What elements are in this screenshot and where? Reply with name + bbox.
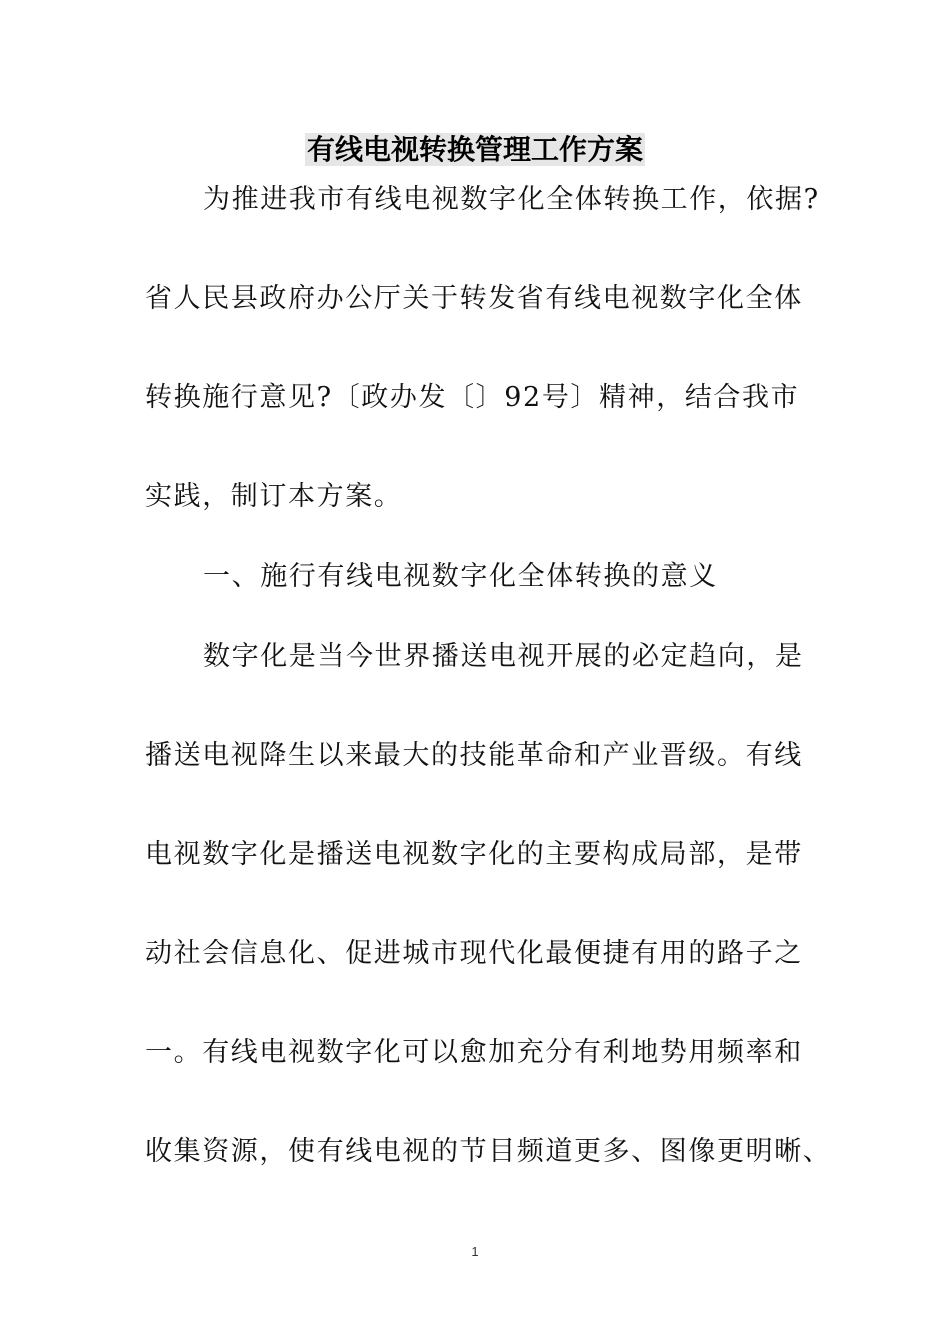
paragraph-line: 收集资源，使有线电视的节目频道更多、图像更明晰、 [145, 1136, 832, 1167]
paragraph-line: 数字化是当今世界播送电视开展的必定趋向，是 [203, 641, 804, 672]
paragraph-line: 电视数字化是播送电视数字化的主要构成局部，是带 [145, 839, 803, 870]
paragraph-line: 转换施行意见?〔政办发〔〕92号〕精神，结合我市 [145, 382, 800, 413]
paragraph-line: 播送电视降生以来最大的技能革命和产业晋级。有线 [145, 740, 803, 771]
paragraph-line: 省人民县政府办公厅关于转发省有线电视数字化全体 [145, 283, 803, 314]
paragraph-line: 为推进我市有线电视数字化全体转换工作，依据? [203, 184, 820, 215]
page-number: 1 [471, 1244, 479, 1259]
paragraph-line: 动社会信息化、促进城市现代化最便捷有用的路子之 [145, 938, 803, 969]
document-title [0, 130, 950, 170]
document-title-text: 有线电视转换管理工作方案 [306, 133, 643, 166]
section-heading: 一、施行有线电视数字化全体转换的意义 [203, 561, 718, 592]
paragraph-line: 一。有线电视数字化可以愈加充分有利地势用频率和 [145, 1037, 803, 1068]
paragraph-line: 实践，制订本方案。 [145, 481, 403, 512]
